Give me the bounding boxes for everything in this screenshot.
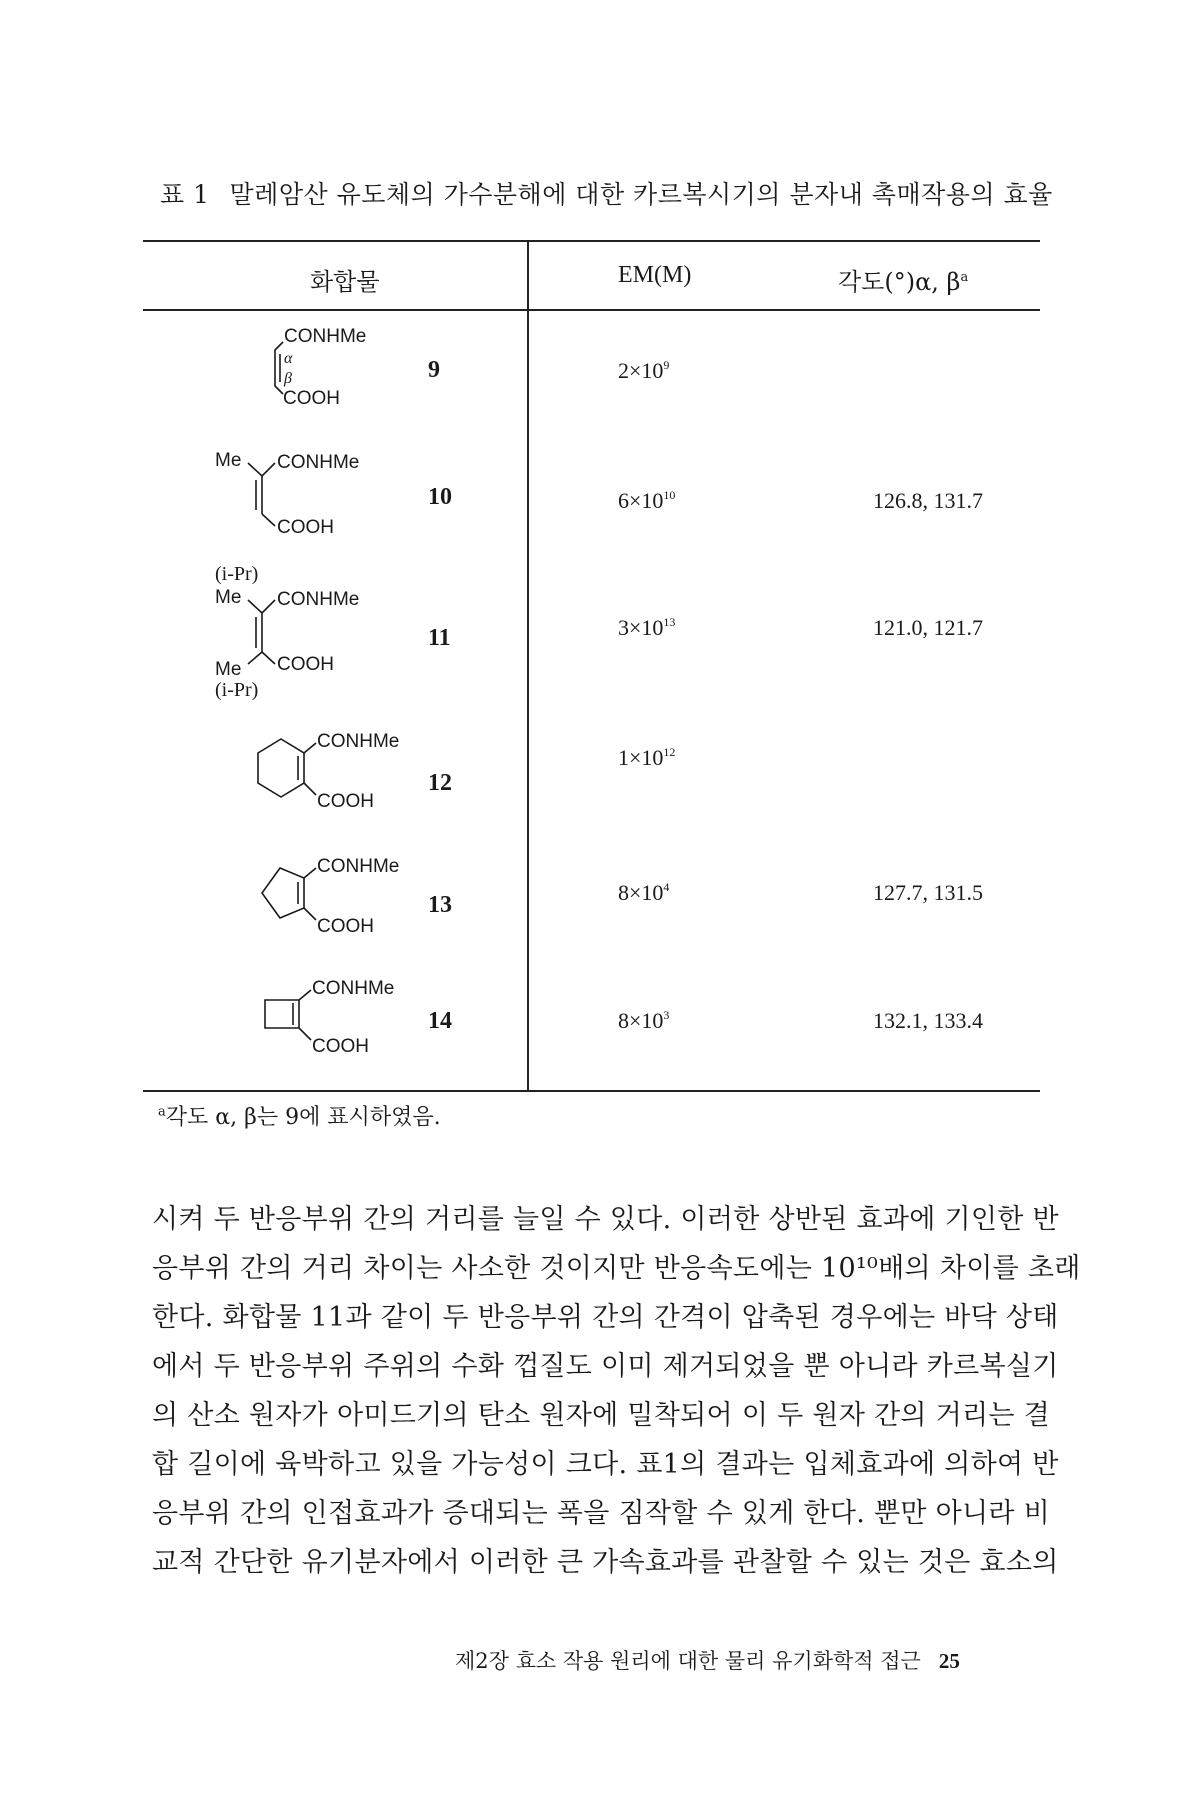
em-mantissa: 8×10 [618, 1008, 664, 1033]
footnote-mark: a [158, 1104, 166, 1120]
bond-backbone [275, 342, 283, 394]
label-me-top: Me [215, 587, 242, 608]
label-conhme: CONHMe [277, 452, 360, 473]
em-exponent: 10 [663, 488, 676, 502]
body-line: 응부위 간의 거리 차이는 사소한 것이지만 반응속도에는 10¹⁰배의 차이를 초래 [152, 1253, 1081, 1284]
bond-top [304, 743, 316, 753]
body-line: 에서 두 반응부위 주위의 수화 껍질도 이미 제거되었을 뿐 아니라 카르복실기 [152, 1351, 1059, 1382]
label-me-bottom: Me [215, 659, 242, 680]
bond-top [248, 463, 275, 476]
label-cooh: COOH [312, 1036, 369, 1057]
structure-11 [215, 560, 435, 704]
compound-number: 11 [428, 625, 451, 651]
bond-bottom [248, 652, 275, 664]
compound-number: 9 [428, 357, 440, 383]
footnote-text: 각도 α, β는 9에 표시하였음. [165, 1105, 441, 1130]
structure-12 [253, 725, 433, 824]
bond-top [304, 868, 316, 878]
label-conhme: CONHMe [312, 978, 395, 999]
table-column-separator [527, 240, 529, 1092]
label-cooh: COOH [277, 654, 334, 675]
bond-bottom [304, 783, 316, 795]
em-value [618, 488, 675, 514]
table-bottom-rule [143, 1090, 1040, 1092]
angle-values: 127.7, 131.5 [873, 880, 983, 905]
label-cooh: COOH [283, 388, 340, 409]
label-cooh: COOH [317, 916, 374, 937]
compound-number: 13 [428, 892, 452, 918]
angle-values: 126.8, 131.7 [873, 488, 983, 513]
table-header-rule [143, 309, 1040, 311]
table-label: 표 1 [160, 180, 210, 209]
running-footer-chapter: 제2장 효소 작용 원리에 대한 물리 유기화학적 접근 [455, 1649, 921, 1673]
body-line: 의 산소 원자가 아미드기의 탄소 원자에 밀착되어 이 두 원자 간의 거리는 결 [152, 1400, 1051, 1431]
compound-number: 14 [428, 1008, 452, 1034]
body-line: 교적 간단한 유기분자에서 이러한 큰 가속효과를 관찰할 수 있는 것은 효소의 [152, 1547, 1059, 1578]
label-alpha: α [284, 350, 293, 367]
body-line: 응부위 간의 인접효과가 증대되는 폭을 짐작할 수 있게 한다. 뿐만 아니라 비 [152, 1498, 1051, 1529]
structure-10-drawing [215, 446, 425, 541]
em-mantissa: 2×10 [618, 358, 664, 383]
page-number: 25 [938, 1649, 960, 1673]
em-value [618, 880, 669, 906]
em-exponent: 12 [663, 745, 676, 759]
bond-top [248, 600, 275, 613]
bond-bottom [304, 908, 316, 920]
em-exponent: 9 [663, 358, 670, 372]
header-compound: 화합물 [310, 268, 380, 296]
structure-13 [258, 850, 438, 949]
structure-14 [261, 972, 441, 1071]
structure-11-drawing [215, 560, 435, 700]
compound-number: 10 [428, 484, 452, 510]
table-caption [160, 175, 1060, 211]
compound-number: 12 [428, 770, 452, 796]
em-value [618, 1008, 669, 1034]
bond-top [299, 990, 311, 1000]
label-ipr-top: (i-Pr) [215, 563, 259, 585]
structure-9 [228, 320, 428, 414]
body-line: 시켜 두 반응부위 간의 거리를 늘일 수 있다. 이러한 상반된 효과에 기인한 반 [152, 1204, 1059, 1235]
bond-bottom [262, 514, 275, 526]
label-cooh: COOH [317, 791, 374, 812]
label-conhme: CONHMe [284, 326, 367, 347]
body-line: 한다. 화합물 11과 같이 두 반응부위 간의 간격이 압축된 경우에는 바닥 상태 [152, 1302, 1059, 1333]
body-line: 합 길이에 육박하고 있을 가능성이 크다. 표1의 결과는 입체효과에 의하여 반 [152, 1449, 1059, 1480]
em-mantissa: 3×10 [618, 615, 664, 640]
label-conhme: CONHMe [317, 856, 400, 877]
structure-14-drawing [261, 972, 441, 1067]
header-angle-text: 각도(°)α, β [838, 268, 961, 296]
page-footer [455, 1645, 960, 1675]
bond-bottom [299, 1028, 311, 1040]
label-conhme: CONHMe [317, 731, 400, 752]
em-exponent: 13 [663, 615, 676, 629]
label-conhme: CONHMe [277, 589, 360, 610]
ring-cyclobutene [265, 1000, 299, 1028]
header-angle [838, 262, 968, 297]
table-footnote [158, 1100, 441, 1131]
em-value [618, 358, 669, 384]
em-mantissa: 1×10 [618, 745, 664, 770]
label-me: Me [215, 450, 242, 471]
em-mantissa: 6×10 [618, 488, 664, 513]
structure-12-drawing [253, 725, 433, 820]
em-value [618, 615, 675, 641]
structure-10 [215, 446, 425, 545]
angle-values: 121.0, 121.7 [873, 615, 983, 640]
em-mantissa: 8×10 [618, 880, 664, 905]
em-value [618, 745, 675, 771]
header-angle-note: a [960, 270, 969, 285]
label-cooh: COOH [277, 517, 334, 538]
table-top-rule [143, 240, 1040, 242]
table-title: 말레암산 유도체의 가수분해에 대한 카르복시기의 분자내 촉매작용의 효율 [229, 180, 1053, 209]
angle-values: 132.1, 133.4 [873, 1008, 983, 1033]
header-em: EM(M) [618, 262, 692, 288]
ring-cyclohexene [258, 739, 304, 797]
structure-9-drawing [228, 320, 428, 410]
label-beta: β [284, 370, 292, 387]
structure-13-drawing [258, 850, 438, 945]
em-exponent: 3 [663, 1008, 670, 1022]
em-exponent: 4 [663, 880, 670, 894]
body-paragraph [152, 1195, 1081, 1587]
label-ipr-bottom: (i-Pr) [215, 679, 259, 700]
